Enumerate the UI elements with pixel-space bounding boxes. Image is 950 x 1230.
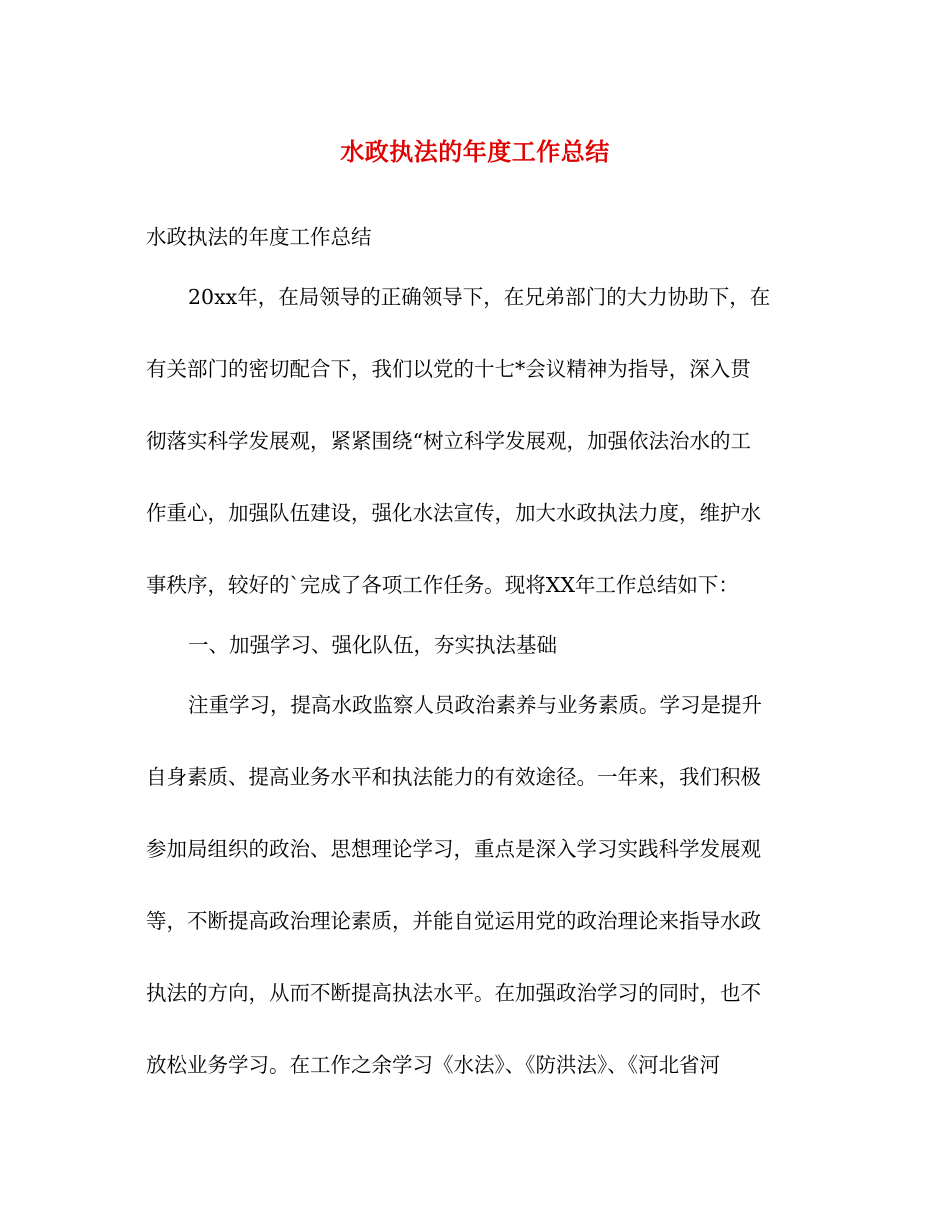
paragraph-line: 作重心，加强队伍建设，强化水法宣传，加大水政执法力度，维护水 — [146, 501, 761, 525]
paragraph-line: 执法的方向，从而不断提高执法水平。在加强政治学习的同时，也不 — [146, 981, 761, 1005]
paragraph-line: 自身素质、提高业务水平和执法能力的有效途径。一年来，我们积极 — [146, 765, 761, 789]
paragraph-line: 20xx年，在局领导的正确领导下，在兄弟部门的大力协助下，在 — [188, 285, 771, 309]
paragraph-line: 事秩序，较好的`完成了各项工作任务。现将XX年工作总结如下： — [146, 573, 739, 597]
paragraph-line: 彻落实科学发展观，紧紧围绕“树立科学发展观，加强依法治水的工 — [146, 429, 751, 453]
paragraph-line: 参加局组织的政治、思想理论学习，重点是深入学习实践科学发展观 — [146, 837, 761, 861]
document-title: 水政执法的年度工作总结 — [340, 137, 610, 166]
paragraph-line: 等，不断提高政治理论素质，并能自觉运用党的政治理论来指导水政 — [146, 909, 761, 933]
paragraph-line: 有关部门的密切配合下，我们以党的十七*会议精神为指导，深入贯 — [146, 357, 751, 381]
paragraph-line: 注重学习，提高水政监察人员政治素养与业务素质。学习是提升 — [188, 693, 762, 717]
subtitle-line: 水政执法的年度工作总结 — [146, 225, 372, 249]
paragraph-line: 放松业务学习。在工作之余学习《水法》、《防洪法》、《河北省河 — [146, 1053, 720, 1077]
section-heading: 一、加强学习、强化队伍，夯实执法基础 — [188, 633, 557, 657]
